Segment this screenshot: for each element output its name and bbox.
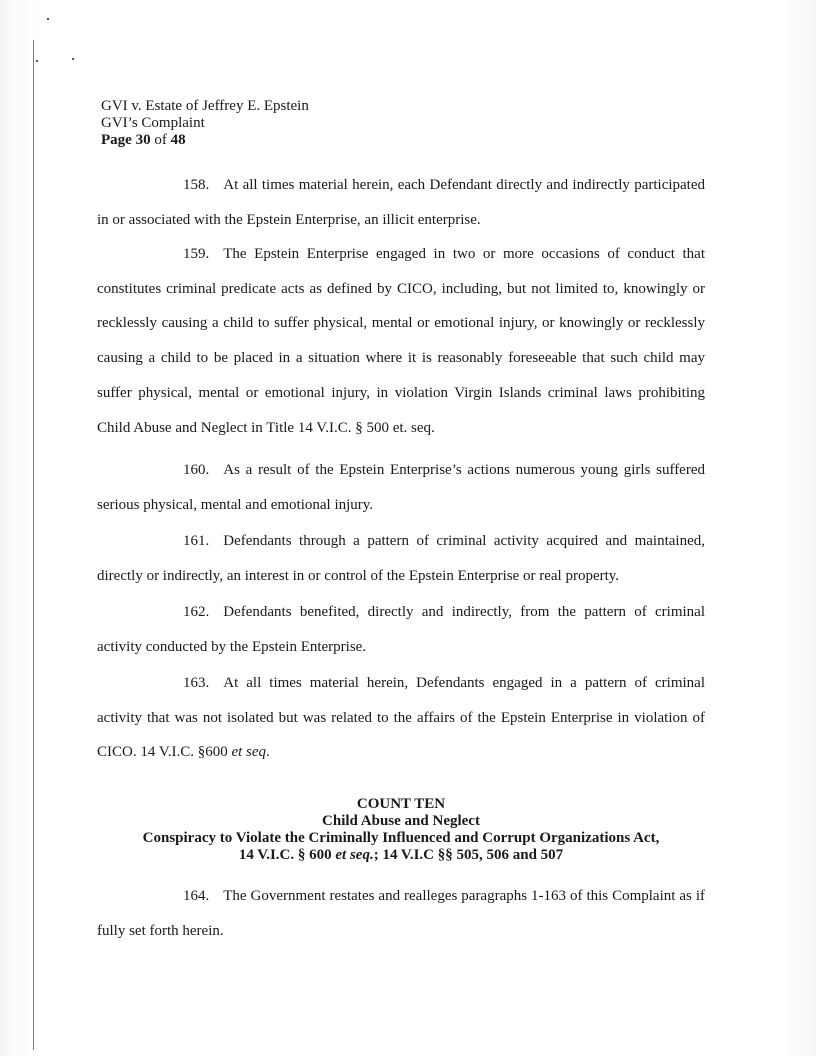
paragraph-163: 163. At all times material herein, Defendants engaged in a pattern of criminal activity that was not isolated but was related to the affairs of the Epstein Enterprise in violation of CICO. 14 V.I.C. §600 et seq.	[97, 675, 705, 761]
count-statutes: 14 V.I.C. § 600 et seq.; 14 V.I.C §§ 505, 506 and 507	[238, 847, 564, 863]
paragraph-164: 164. The Government restates and realleges paragraphs 1-163 of this Complaint as if fully set forth herein.	[97, 888, 705, 939]
count-description: Conspiracy to Violate the Criminally Influenced and Corrupt Organizations Act,	[142, 830, 660, 846]
count-title: COUNT TEN	[356, 796, 446, 812]
scan-speck	[47, 18, 49, 20]
paragraph-161: 161. Defendants through a pattern of criminal activity acquired and maintained, directly or indirectly, an interest in or control of the Epstein Enterprise or real property.	[97, 533, 705, 584]
paragraph-159: 159. The Epstein Enterprise engaged in two or more occasions of conduct that constitutes criminal predicate acts as defined by CICO, including, but not limited to, knowingly or recklessly causing a child to suffer physical, mental or emotional injury, or knowingly or recklessly causing a child to be placed in a situation where it is reasonably foreseeable that such child may suffer physical, mental or emotional injury, in violation Virgin Islands criminal laws prohibiting Child Abuse and Neglect in Title 14 V.I.C. § 500 et. seq.	[97, 246, 705, 436]
page-indicator: Page 30 of 48	[101, 132, 186, 148]
count-subtitle: Child Abuse and Neglect	[322, 813, 480, 829]
scan-speck	[36, 60, 38, 62]
count-heading	[97, 796, 705, 864]
paragraph-162: 162. Defendants benefited, directly and indirectly, from the pattern of criminal activity conducted by the Epstein Enterprise.	[97, 604, 705, 655]
paragraph-160: 160. As a result of the Epstein Enterprise’s actions numerous young girls suffered serious physical, mental and emotional injury.	[97, 462, 705, 513]
document-title: GVI’s Complaint	[101, 115, 205, 131]
page-header	[101, 98, 309, 149]
paragraph-158: 158. At all times material herein, each Defendant directly and indirectly participated in or associated with the Epstein Enterprise, an illicit enterprise.	[97, 177, 705, 228]
case-caption: GVI v. Estate of Jeffrey E. Epstein	[101, 98, 309, 114]
scan-speck	[72, 58, 74, 60]
binding-margin-line	[33, 40, 34, 1050]
